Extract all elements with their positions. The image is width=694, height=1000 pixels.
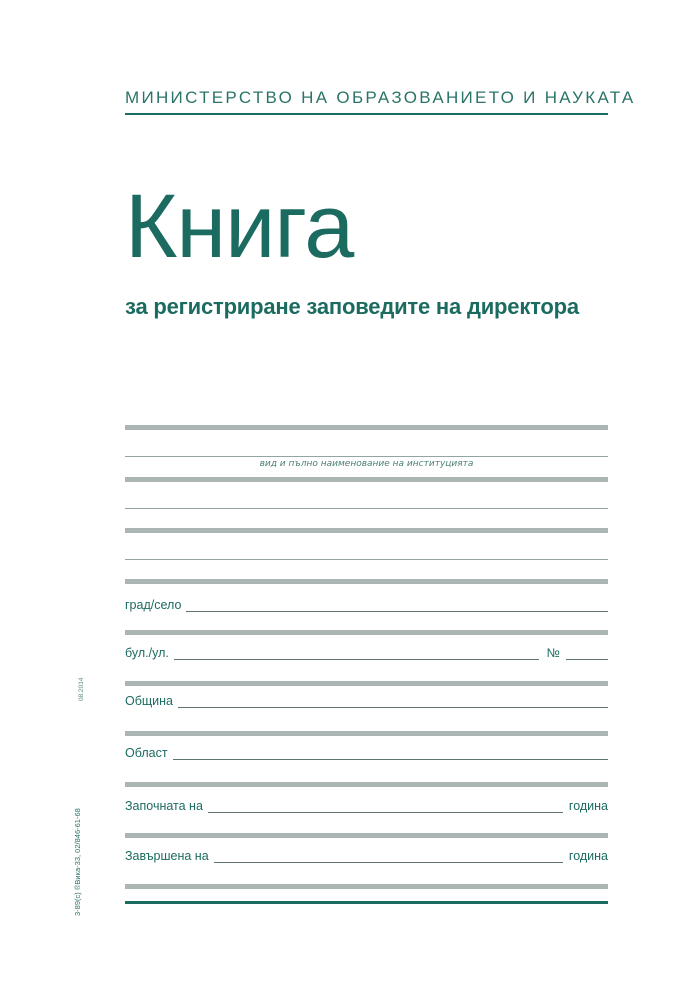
decor-bar (125, 731, 608, 736)
decor-bar (125, 833, 608, 838)
field-fill-line (178, 692, 608, 708)
field-city-village (125, 597, 608, 612)
printer-code: 3-89(с) ®Вика-33, 02/846-61-68 (73, 808, 82, 916)
decor-bar (125, 477, 608, 482)
decor-bar (125, 884, 608, 889)
field-region (125, 745, 608, 760)
year-label: година (568, 799, 608, 813)
bottom-rule (125, 901, 608, 904)
institution-caption: вид и пълно наименование на институцията (259, 459, 474, 469)
field-label: бул./ул. (125, 646, 169, 660)
field-fill-line (174, 644, 539, 660)
field-street (125, 645, 608, 660)
decor-bar (125, 782, 608, 787)
field-finished-on (125, 848, 608, 863)
year-label: година (568, 849, 608, 863)
decor-bar (125, 528, 608, 533)
ministry-heading: МИНИСТЕРСТВО НА ОБРАЗОВАНИЕТО И НАУКАТА (125, 88, 636, 107)
field-fill-line (208, 797, 563, 813)
field-fill-line (186, 596, 608, 612)
field-started-on (125, 798, 608, 813)
field-label: град/село (125, 598, 182, 612)
page-title: Книга (125, 177, 354, 277)
number-fill-line (566, 644, 608, 660)
decor-bar (125, 425, 608, 430)
decor-bar (125, 579, 608, 584)
institution-name-line (125, 456, 608, 457)
page-subtitle: за регистриране заповедите на директора (125, 294, 579, 319)
blank-line (125, 508, 608, 509)
print-date: 08.2014 (78, 677, 85, 701)
decor-bar (125, 630, 608, 635)
field-fill-line (214, 847, 563, 863)
ministry-underline (125, 113, 608, 115)
field-fill-line (173, 744, 608, 760)
blank-line (125, 559, 608, 560)
field-label: Започната на (125, 799, 203, 813)
field-label: Община (125, 694, 174, 708)
field-label: Завършена на (125, 849, 209, 863)
number-label: № (546, 646, 560, 660)
field-municipality (125, 693, 608, 708)
decor-bar (125, 681, 608, 686)
field-label: Област (125, 746, 168, 760)
